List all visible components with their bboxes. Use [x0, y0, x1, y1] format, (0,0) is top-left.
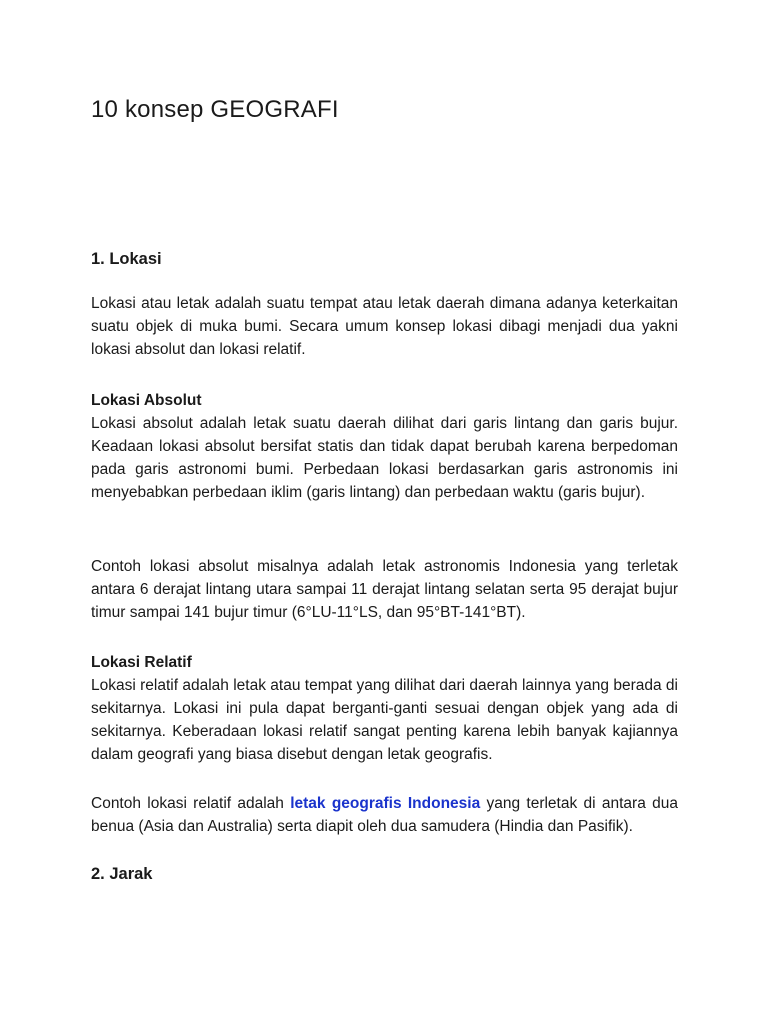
paragraph-lokasi-intro — [91, 292, 678, 361]
paragraph-lokasi-relatif: Lokasi relatif adalah letak atau tempat yang dilihat dari daerah lainnya yang berada di sekitarnya. Lokasi ini pula dapat berganti-ganti sesuai dengan objek yang ada di sekitarnya. Keberadaan lokasi relatif sangat penting karena lebih banyak kajiannya dalam geografi yang biasa disebut dengan letak geografis. — [91, 677, 678, 763]
paragraph-contoh-absolut — [91, 555, 678, 624]
subheading-lokasi-relatif: Lokasi Relatif — [91, 654, 192, 671]
paragraph-lokasi-absolut: Lokasi absolut adalah letak suatu daerah dilihat dari garis lintang dan garis bujur. Keadaan lokasi absolut bersifat statis dan tidak dapat berubah karena berpedoman pada garis astronomi bumi. Perbedaan lokasi berdasarkan garis astronomis ini menyebabkan perbedaan iklim (garis lintang) dan perbedaan waktu (garis bujur). — [91, 415, 678, 501]
link-letak-geografis-indonesia[interactable]: letak geografis Indonesia — [290, 795, 481, 812]
subheading-lokasi-absolut: Lokasi Absolut — [91, 392, 202, 409]
paragraph-text: Contoh lokasi absolut misalnya adalah letak astronomis Indonesia yang terletak antara 6 derajat lintang utara sampai 11 derajat lintang selatan serta 95 derajat bujur timur sampai 141 bujur timur (6°LU-11°LS, dan 95°BT-141°BT). — [91, 558, 678, 621]
section-heading-jarak: 2. Jarak — [91, 865, 153, 883]
example-text-after: yang terletak di antara dua benua (Asia dan Australia) serta diapit oleh dua samudera (Hindia dan Pasifik). — [91, 795, 678, 835]
section-heading-lokasi: 1. Lokasi — [91, 250, 162, 268]
paragraph-contoh-relatif — [91, 792, 678, 838]
subsection-lokasi-relatif — [91, 651, 678, 766]
example-text-before: Contoh lokasi relatif adalah — [91, 795, 291, 812]
paragraph-text — [91, 792, 678, 838]
subsection-lokasi-absolut — [91, 389, 678, 504]
document-title: 10 konsep GEOGRAFI — [91, 96, 339, 123]
paragraph-text: Lokasi atau letak adalah suatu tempat atau letak daerah dimana adanya keterkaitan suatu objek di muka bumi. Secara umum konsep lokasi dibagi menjadi dua yakni lokasi absolut dan lokasi relatif. — [91, 295, 678, 358]
